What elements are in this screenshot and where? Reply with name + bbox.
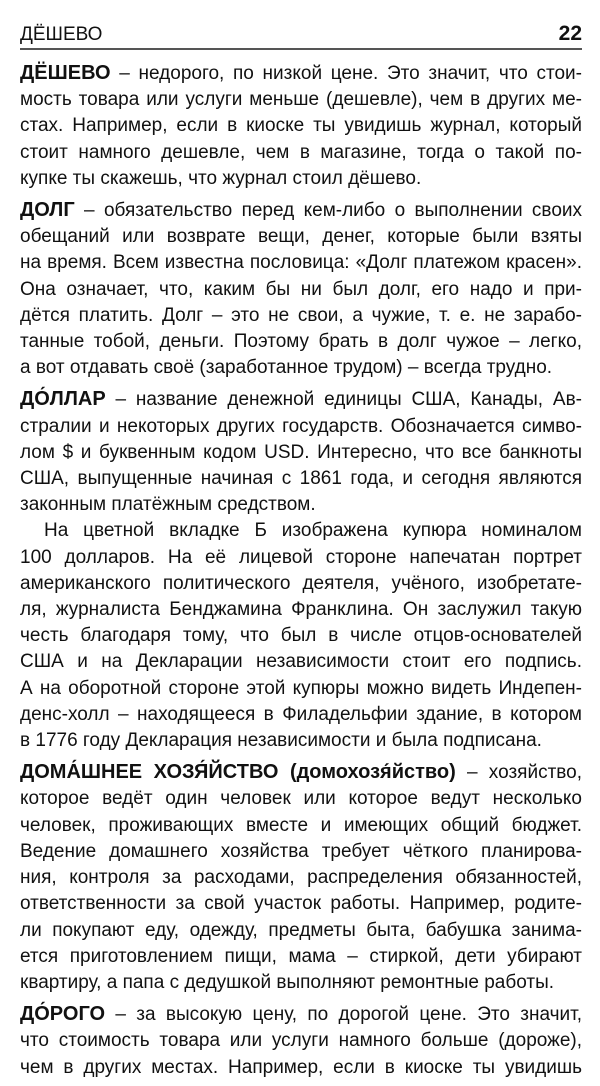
entry-line: США, выпущенные начиная с 1861 года, и сегодня являются: [20, 468, 582, 490]
entry-line: на время. Всем известна пословица: «Долг платежом красен».: [20, 252, 582, 274]
entry-line: стах. Например, если в киоске ты увидишь журнал, который: [20, 115, 582, 137]
entry-line: танные тобой, деньги. Поэтому брать в долг чужое – легко,: [20, 331, 582, 353]
entry-line: ли покупают еду, одежду, предметы быта, бабушка занима-: [20, 919, 582, 941]
paragraph-line: ля, журналиста Бенджамина Франклина. Он заслужил такую: [20, 599, 582, 621]
entry-line: купке ты скажешь, что журнал стоил дёшево.: [20, 167, 422, 189]
entry-line: законным платёжным средством.: [20, 494, 316, 516]
entry-text: – название денежной единицы США, Канады, Ав-: [105, 389, 582, 411]
entry-line: [20, 1001, 582, 1028]
entry-term: ДО́ЛЛАР: [20, 388, 106, 411]
entry-line: [20, 60, 582, 87]
entry-line: мость товара или услуги меньше (дешевле), чем в других ме-: [20, 89, 582, 111]
entry-line: Она означает, что, каким бы ни был долг, его надо и при-: [20, 278, 582, 300]
paragraph-line: денс-холл – находящееся в Филадельфии здание, в котором: [20, 703, 582, 725]
entry-line: ния, контроля за расходами, распределения обязанностей,: [20, 867, 582, 889]
dictionary-entry: [20, 759, 582, 996]
entry-line: ответственности за свой участок работы. Например, родите-: [20, 893, 582, 915]
entry-line: ется приготовлением пищи, мама – стиркой, дети убирают: [20, 945, 582, 967]
entry-line: лом $ и буквенным кодом USD. Интересно, что все банкноты: [20, 441, 582, 463]
paragraph-line: в 1776 году Декларация независимости и была подписана.: [20, 730, 542, 752]
entry-line: стоит намного дешевле, чем в магазине, тогда о такой по-: [20, 141, 582, 163]
entry-line: квартиру, а папа с дедушкой выполняют ремонтные работы.: [20, 971, 555, 993]
page-number: 22: [558, 22, 582, 45]
entry-term: ДО́РОГО: [20, 1003, 106, 1026]
entry-text: – недорого, по низкой цене. Это значит, что стои-: [110, 63, 582, 84]
running-header: [20, 18, 582, 46]
paragraph-line: 100 долларов. На её лицевой стороне напечатан портрет: [20, 546, 582, 568]
entry-text: – обязательство перед кем-либо о выполнении своих: [74, 200, 582, 222]
dictionary-entry: [20, 197, 582, 381]
paragraph-line: А на оборотной стороне этой купюры можно видеть Индепен-: [20, 677, 582, 699]
entry-term: ДОМА́ШНЕЕ ХОЗЯ́ЙСТВО (домохозя́йство): [20, 761, 456, 784]
entry-text: – за высокую цену, по дорогой цене. Это значит,: [105, 1004, 582, 1026]
entry-line: Ведение домашнего хозяйства требует чёткого планирова-: [20, 840, 582, 862]
running-title: ДЁШЕВО: [20, 24, 103, 45]
dictionary-content: [20, 60, 582, 1086]
paragraph-line: США и на Декларации независимости стоит его подпись.: [20, 651, 582, 673]
entry-line: что стоимость товара или услуги намного больше (дороже),: [20, 1030, 582, 1052]
entry-line: стралии и некоторых других государств. Обозначается симво-: [20, 415, 582, 437]
entry-term: ДОЛГ: [20, 199, 75, 222]
paragraph-line: На цветной вкладке Б изображена купюра номиналом: [44, 520, 582, 542]
entry-line: [20, 386, 582, 413]
paragraph-line: честь благодаря тому, что был в числе отцов-основателей: [20, 625, 582, 647]
entry-line: а вот отдавать своё (заработанное трудом) – всегда трудно.: [20, 357, 553, 379]
dictionary-entry: [20, 60, 582, 192]
paragraph-line: американского политического деятеля, учёного, изобретате-: [20, 572, 582, 594]
entry-text: – хозяйство,: [455, 762, 582, 784]
entry-term: ДЁШЕВО: [20, 62, 111, 84]
entry-line: [20, 759, 582, 786]
entry-line: человек, проживающих вместе и имеющих общий бюджет.: [20, 814, 582, 836]
dictionary-entry: [20, 386, 582, 754]
entry-line: [20, 197, 582, 224]
entry-line: обещаний или возврате вещи, денег, которые были взяты: [20, 226, 582, 248]
entry-line: дётся платить. Долг – это не свои, а чужие, т. е. не зарабо-: [20, 304, 582, 326]
entry-line: которое ведёт один человек или которое ведут несколько: [20, 788, 582, 810]
header-rule: [20, 48, 582, 50]
dictionary-entry: [20, 1001, 582, 1081]
entry-line: чем в других местах. Например, если в киоске ты увидишь: [20, 1056, 582, 1078]
